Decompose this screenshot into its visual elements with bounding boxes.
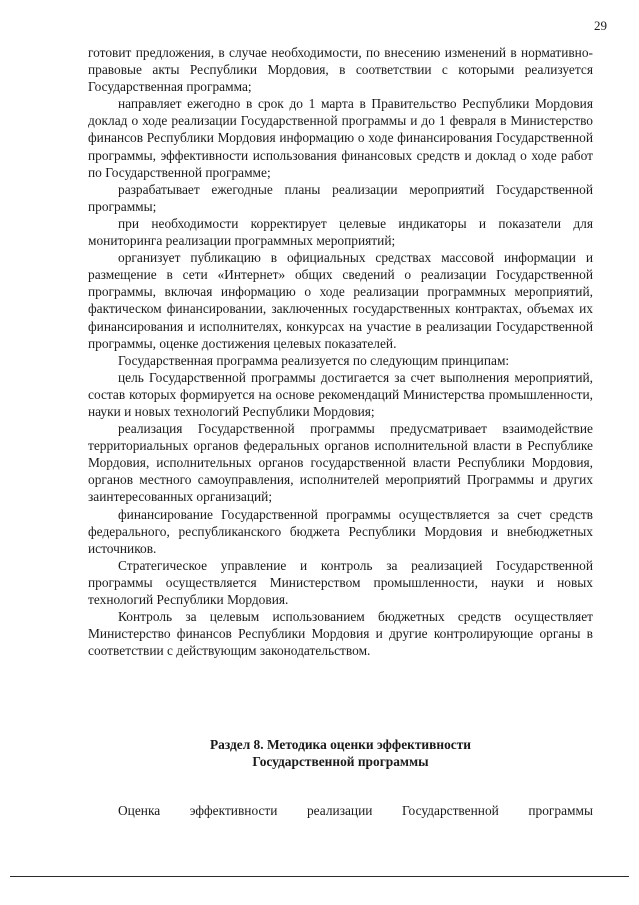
paragraph: цель Государственной программы достигается за счет выполнения мероприятий, состав которых формируется на основе рекомендаций Министерства промышленности, науки и новых технологий Республики Мордовия;: [88, 369, 593, 419]
page-number: 29: [594, 18, 607, 33]
paragraph: готовит предложения, в случае необходимости, по внесению изменений в нормативно-правовые акты Республики Мордовия, в соответствии с которыми реализуется Государственная программа;: [88, 45, 593, 95]
tail-paragraph: Оценка эффективности реализации Государственной программы: [118, 803, 593, 819]
section-heading-line1: Раздел 8. Методика оценки эффективности: [209, 737, 472, 752]
paragraph: Государственная программа реализуется по следующим принципам:: [118, 352, 510, 368]
paragraph: разрабатывает ежегодные планы реализации мероприятий Государственной программы;: [88, 181, 593, 214]
paragraph: направляет ежегодно в срок до 1 марта в Правительство Республики Мордовия доклад о ходе реализации Государственной программы и до 1 февраля в Министерство финансов Республики Мордовия информацию о ходе финансирования Государственной программы, эффективности использования финансовых средств и доклад о ходе работ по Государственной программе;: [88, 96, 593, 180]
section-heading-line2: Государственной программы: [252, 754, 429, 770]
paragraph: при необходимости корректирует целевые индикаторы и показатели для мониторинга реализации программных мероприятий;: [88, 215, 593, 249]
paragraph: финансирование Государственной программы осуществляется за счет средств федерального, республиканского бюджета Республики Мордовия и внебюджетных источников.: [88, 506, 593, 556]
page-bottom-rule: [10, 876, 629, 877]
paragraph: реализация Государственной программы предусматривает взаимодействие территориальных органов федеральных органов исполнительной власти в Республике Мордовия, исполнительных органов государственной власти Республики Мордовия, органов местного самоуправления, исполнителей мероприятий Программы и других заинтересованных организаций;: [88, 421, 593, 505]
document-body: [88, 44, 593, 659]
paragraph: Контроль за целевым использованием бюджетных средств осуществляет Министерство финансов Республики Мордовия и другие контролирующие органы в соответствии с действующим законодательством.: [88, 609, 593, 659]
paragraph: Стратегическое управление и контроль за реализацией Государственной программы осуществляется Министерством промышленности, науки и новых технологий Республики Мордовия.: [88, 557, 593, 607]
section-heading: [88, 736, 593, 770]
paragraph: организует публикацию в официальных средствах массовой информации и размещение в сети «Интернет» общих сведений о реализации Государственной программы, включая информацию о ходе реализации программных мероприятий, фактическом финансировании, заключенных государственных контрактах, объемах их финансирования и исполнителях, конкурсах на участие в реализации Государственной программы, оценке достижения целевых показателей.: [88, 250, 593, 351]
